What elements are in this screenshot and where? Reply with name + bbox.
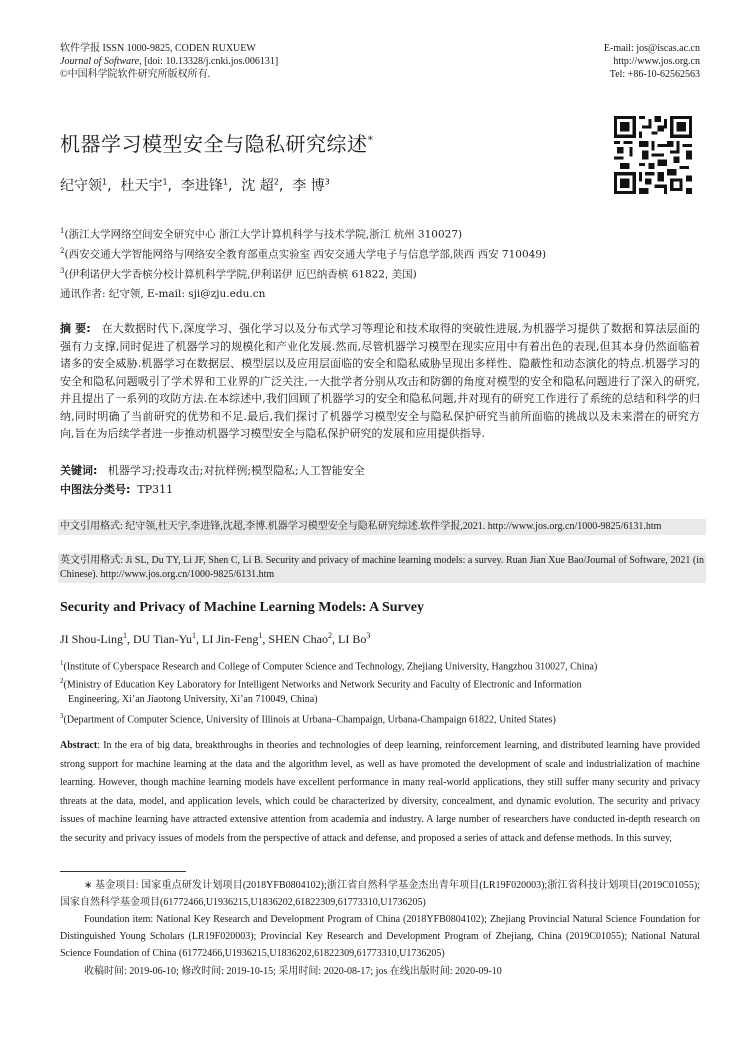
author-en: LI Jin-Feng$^1$, (202, 631, 269, 646)
affiliation-num: 3 (60, 267, 65, 275)
affiliation-text: (西安交通大学智能网络与网络安全教育部重点实验室 西安交通大学电子与信息学部,陕西 西安 710049) (64, 248, 547, 261)
footnote-funding-en-text: Foundation item: National Key Research and Development Program of China (2018YFB0804102); Zhejiang Provincial Natural Science Foundation for Distinguished Young Scholars (LR19F020003); Provincial Key Research and Development Program of Zhejiang, China (2019C01055); National Natural Science Foundation of China (61772466,U1936215,U1836202,61822309,61773310,U1736205) (60, 914, 700, 959)
affiliation-num: 3 (60, 712, 64, 720)
author-name: 杜天宇 (120, 178, 163, 194)
author-name: DU Tian-Yu (133, 632, 193, 646)
author-aff: 2 (273, 177, 279, 187)
footnote-divider (60, 871, 186, 872)
citation-en: 英文引用格式: Ji SL, Du TY, Li JF, Shen C, Li B. Security and privacy of machine learning models: a survey. Ruan Jian Xue Bao/Journal of Software, 2021 (in Chinese). http://www.jos.org.cn/1000-9825/6131.htm (58, 553, 706, 583)
journal-header (60, 42, 278, 81)
journal-doi-line (60, 55, 278, 68)
abstract-cn (60, 320, 700, 443)
footnote-funding-cn (60, 877, 700, 911)
author-name: LI Bo (338, 632, 367, 646)
author-aff: 3 (366, 631, 371, 640)
affiliation-text: (Institute of Cyberspace Research and College of Computer Science and Technology, Zhejiang University, Hangzhou 310027, China) (63, 661, 598, 673)
author-name: 沈 超 (241, 178, 274, 194)
contact-website[interactable]: http://www.jos.org.cn (613, 56, 700, 67)
copyright: ©中国科学院软件研究所版权所有. (60, 69, 211, 80)
author-en: SHEN Chao$^2$, (268, 631, 339, 646)
affiliation-en (60, 674, 700, 707)
paper-title-en: Security and Privacy of Machine Learning Models: A Survey (60, 600, 424, 615)
author-name: 李 博 (292, 178, 325, 194)
doi: [doi: 10.13328/j.cnki.jos.006131] (141, 56, 279, 67)
affiliation-text: (伊利诺伊大学香槟分校计算机科学学院,伊利诺伊 厄巴纳香槟 61822, 美国) (64, 268, 417, 281)
affiliation-text-cont: Engineering, Xi’an Jiaotong University, Xi’an 710049, China) (68, 694, 318, 706)
abstract-en-label: Abstract (60, 740, 98, 751)
affiliation-cn (60, 224, 462, 242)
abstract-en-text: : In the era of big data, breakthroughs in theories and technologies of deep learning, reinforcement learning, and distributed learning have provided strong support for machine learning at the data and the algorithm level, as well as have promoted the development of scale and industrialization of machine learning. However, though machine learning models have excellent performance in many real-world applications, they still suffer many security and privacy threats at the data, model, and application levels, which could be characterized by diversity, concealment, and dynamic evolution. The security and privacy issues of machine learning have attracted extensive attention from academia and industry. A large number of researchers have conducted in-depth research on the security and privacy issues of models from the perspective of attack and defense, and proposed a series of attack and defense methods. In this survey, (60, 740, 700, 844)
author-aff: 1 (192, 631, 197, 640)
footnote-dates (60, 963, 700, 980)
author-cn: 杜天宇$^1$, (120, 177, 181, 194)
author-name: SHEN Chao (268, 632, 329, 646)
contact-email[interactable]: E-mail: jos@iscas.ac.cn (603, 43, 700, 54)
abstract-en (60, 737, 700, 848)
journal-name-en: Journal of Software, (60, 56, 142, 67)
author-cn: 纪守领$^1$, (60, 177, 121, 194)
paper-title-cn-text: 机器学习模型安全与隐私研究综述 (60, 132, 368, 156)
affiliation-num: 2 (60, 247, 65, 255)
journal-contact (604, 42, 700, 81)
affiliation-num: 1 (60, 227, 65, 235)
affiliation-en (60, 709, 700, 727)
corresponding-author: 通讯作者: 纪守领, E-mail: sji@zju.edu.cn (60, 288, 266, 300)
affiliation-cn (60, 244, 546, 262)
authors-en (60, 631, 370, 647)
author-cn: 李进锋$^1$, (180, 177, 242, 194)
clc-text: TP311 (137, 483, 174, 496)
affiliation-text: (Ministry of Education Key Laboratory for Intelligent Networks and Network Security and Faculty of Electronic and Information (63, 679, 582, 691)
author-name: 纪守领 (60, 178, 102, 194)
keywords-cn (60, 462, 365, 478)
author-en: JI Shou-Ling$^1$, (60, 631, 133, 646)
affiliation-text: (浙江大学网络空间安全研究中心 浙江大学计算机科学与技术学院,浙江 杭州 310027) (64, 228, 463, 241)
author-aff: 3 (324, 177, 330, 187)
affiliation-text: (Department of Computer Science, University of Illinois at Urbana–Champaign, Urbana-Champaign 61822, United States) (63, 714, 556, 726)
author-name: 李进锋 (180, 178, 223, 194)
author-aff: 1 (162, 177, 168, 187)
author-aff: 1 (258, 631, 263, 640)
author-name: LI Jin-Feng (202, 632, 259, 646)
footnote-funding-cn-text: ∗ 基金项目: 国家重点研发计划项目(2018YFB0804102);浙江省自然科学基金杰出青年项目(LR19F020003);浙江省科技计划项目(2019C01055);国家自然科学基金项目(61772466,U1936215,U1836202,61822309,61773310,U1736205) (60, 880, 700, 908)
authors-cn (60, 175, 330, 195)
author-name: JI Shou-Ling (60, 632, 123, 646)
author-en: DU Tian-Yu$^1$, (133, 631, 203, 646)
affiliation-num: 1 (60, 659, 64, 667)
affiliation-num: 2 (60, 677, 64, 685)
author-aff: 1 (222, 177, 228, 187)
paper-title-cn (60, 128, 374, 157)
author-aff: 1 (123, 631, 127, 640)
footnote-funding-en (60, 911, 700, 962)
citation-cn: 中文引用格式: 纪守领,杜天宇,李进锋,沈超,李博.机器学习模型安全与隐私研究综述.软件学报,2021. http://www.jos.org.cn/1000-9825/6131.htm (58, 519, 706, 535)
author-aff: 1 (102, 177, 108, 187)
funding-mark: * (367, 133, 374, 147)
keywords-label: 关键词: (60, 464, 98, 477)
author-aff: 2 (328, 631, 333, 640)
journal-issn: 软件学报 ISSN 1000-9825, CODEN RUXUEW (60, 43, 256, 54)
clc-number (60, 481, 173, 497)
keywords-text: 机器学习;投毒攻击;对抗样例;模型隐私;人工智能安全 (107, 464, 365, 477)
author-en (338, 632, 370, 646)
footnote-dates-text: 收稿时间: 2019-06-10; 修改时间: 2019-10-15; 采用时间: 2020-08-17; jos 在线出版时间: 2020-09-10 (84, 966, 502, 977)
author-cn: 沈 超$^2$, (241, 177, 293, 194)
contact-tel: Tel: +86-10-62562563 (609, 69, 700, 80)
affiliation-cn (60, 264, 417, 282)
qr-code (612, 116, 694, 194)
abstract-cn-text: 在大数据时代下,深度学习、强化学习以及分布式学习等理论和技术取得的突破性进展,为机器学习提供了数据和算法层面的强有力支撑,同时促进了机器学习的规模化和产业化发展.然而,尽管机器学习模型在现实应用中有着出色的表现,但其本身仍然面临着诸多的安全威胁.机器学习在数据层、模型层以及应用层面临的安全和隐私威胁呈现出多样性、隐蔽性和动态演化的特点.机器学习的安全和隐私问题吸引了学术界和工业界的广泛关注,一大批学者分别从攻击和防御的角度对模型的安全和隐私问题进行了深入的研究,并且提出了一系列的攻防方法.在本综述中,我们回顾了机器学习的安全和隐私问题,并对现有的研究工作进行了系统的总结和科学的归纳,同时明确了当前研究的优势和不足.最后,我们探讨了机器学习模型安全与隐私保护研究当前所面临的挑战以及未来潜在的研究方向,旨在为后续学者进一步推动机器学习模型安全与隐私保护研究的发展和应用提供指导. (60, 322, 700, 440)
author-cn (292, 178, 330, 194)
clc-label: 中图法分类号: (60, 483, 131, 496)
abstract-cn-label: 摘 要: (60, 322, 91, 335)
affiliation-en (60, 656, 700, 674)
